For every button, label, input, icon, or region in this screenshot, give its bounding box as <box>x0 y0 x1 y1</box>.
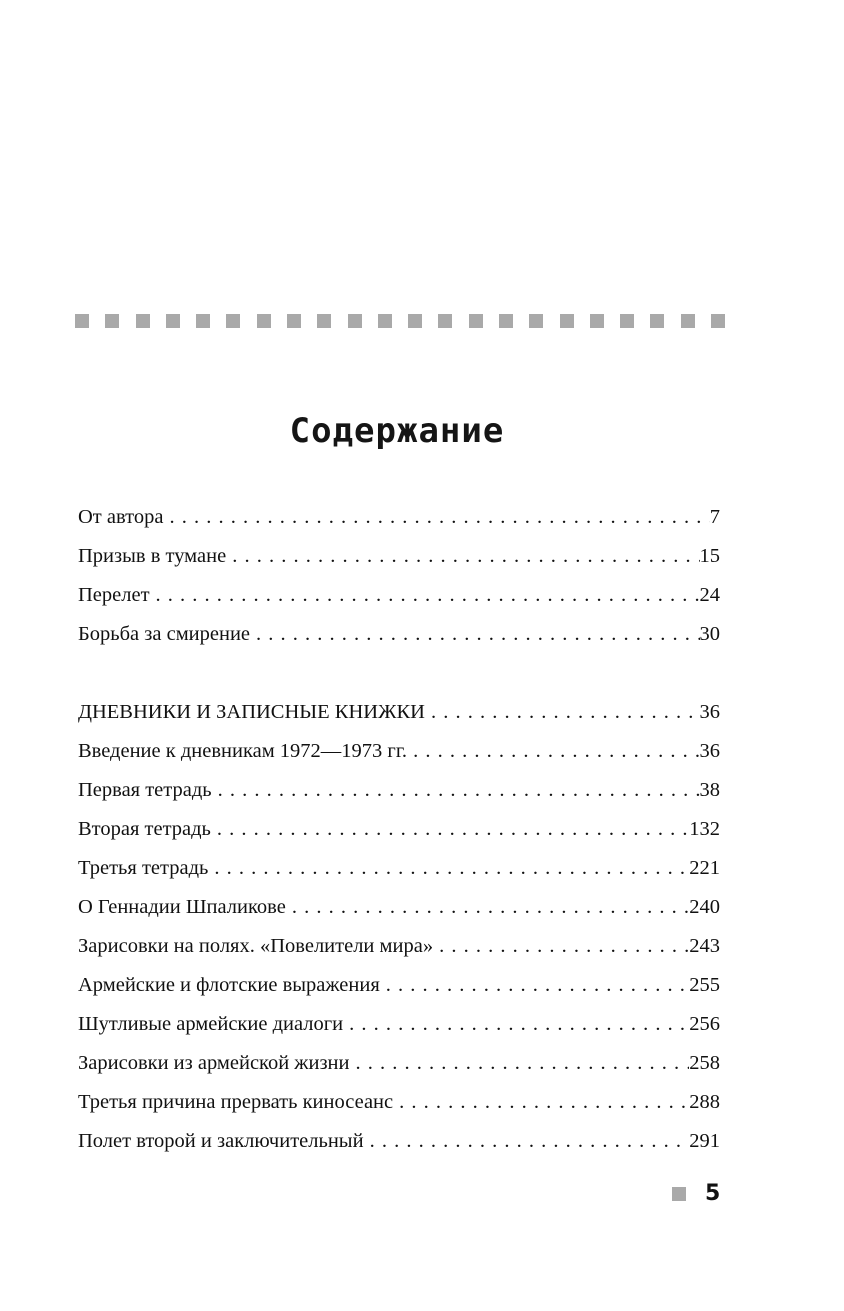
toc-entry-page: 291 <box>689 1130 720 1152</box>
toc-entry[interactable] <box>78 892 720 922</box>
toc-section-entry[interactable] <box>78 697 720 727</box>
toc-entry[interactable] <box>78 1009 720 1039</box>
toc-entry-title: Полет второй и заключительный <box>78 1130 364 1152</box>
toc-entry-title: Третья причина прервать киносеанс <box>78 1091 394 1113</box>
toc-entry-title: Борьба за смирение <box>78 623 251 645</box>
divider-square <box>590 314 604 328</box>
divider-square <box>529 314 543 328</box>
toc-entry-title: Первая тетрадь <box>78 779 212 801</box>
toc-entry-title: ДНЕВНИКИ И ЗАПИСНЫЕ КНИЖКИ <box>78 701 425 723</box>
dot-leader <box>217 814 689 844</box>
toc-entry-page: 288 <box>689 1091 720 1113</box>
toc-entry-page: 7 <box>709 506 720 528</box>
dot-leader <box>156 580 700 610</box>
page-title: Содержание <box>289 411 505 451</box>
dot-leader <box>413 736 699 766</box>
divider-square <box>317 314 331 328</box>
toc-entry-title: Зарисовки из армейской жизни <box>78 1052 350 1074</box>
toc-entry-title: Зарисовки на полях. «Повелители мира» <box>78 935 434 957</box>
divider-square <box>378 314 392 328</box>
divider-square <box>620 314 634 328</box>
footer-square-ornament <box>672 1187 686 1201</box>
divider-square <box>408 314 422 328</box>
toc-entry[interactable] <box>78 736 720 766</box>
divider-square <box>287 314 301 328</box>
dot-leader <box>214 853 689 883</box>
toc-entry[interactable] <box>78 931 720 961</box>
toc-entry-title: Шутливые армейские диалоги <box>78 1013 344 1035</box>
divider-square <box>75 314 89 328</box>
toc-entry[interactable] <box>78 580 720 610</box>
toc-entry-title: Перелет <box>78 584 150 606</box>
divider-square <box>257 314 271 328</box>
dot-leader <box>256 619 699 649</box>
toc-entry[interactable] <box>78 775 720 805</box>
toc-entry[interactable] <box>78 970 720 1000</box>
dot-leader <box>232 541 699 571</box>
toc-entry-page: 36 <box>699 740 720 762</box>
divider-square <box>650 314 664 328</box>
divider-square <box>711 314 725 328</box>
dot-leader <box>399 1087 689 1117</box>
divider-square <box>348 314 362 328</box>
toc-entry-page: 221 <box>689 857 720 879</box>
toc-entry[interactable] <box>78 541 720 571</box>
dot-leader <box>349 1009 689 1039</box>
dot-leader <box>370 1126 690 1156</box>
divider-square <box>469 314 483 328</box>
toc-entry[interactable] <box>78 502 720 532</box>
divider-square <box>105 314 119 328</box>
divider-square <box>136 314 150 328</box>
dot-leader <box>218 775 700 805</box>
toc-entry-page: 255 <box>689 974 720 996</box>
toc-entry-page: 256 <box>689 1013 720 1035</box>
divider-square <box>499 314 513 328</box>
dot-leader <box>356 1048 690 1078</box>
toc-entry[interactable] <box>78 1048 720 1078</box>
toc-entry-title: О Геннадии Шпаликове <box>78 896 286 918</box>
decorative-square-divider <box>75 314 725 328</box>
toc-entry[interactable] <box>78 1087 720 1117</box>
toc-entry[interactable] <box>78 1126 720 1156</box>
toc-entry-page: 38 <box>699 779 720 801</box>
dot-leader <box>292 892 689 922</box>
divider-square <box>560 314 574 328</box>
divider-square <box>226 314 240 328</box>
dot-leader <box>386 970 690 1000</box>
toc-entry-page: 258 <box>689 1052 720 1074</box>
toc-entry-title: Третья тетрадь <box>78 857 209 879</box>
toc-entry-title: Призыв в тумане <box>78 545 227 567</box>
toc-entry-page: 36 <box>699 701 720 723</box>
toc-entry-title: От автора <box>78 506 164 528</box>
toc-entry-page: 132 <box>689 818 720 840</box>
toc-entry-page: 30 <box>699 623 720 645</box>
dot-leader <box>439 931 689 961</box>
toc-entry[interactable] <box>78 853 720 883</box>
toc-entry-title: Введение к дневникам 1972—1973 гг. <box>78 740 408 762</box>
dot-leader <box>431 697 700 727</box>
dot-leader <box>169 502 709 532</box>
toc-entry-title: Армейские и флотские выражения <box>78 974 380 996</box>
divider-square <box>166 314 180 328</box>
divider-square <box>438 314 452 328</box>
toc-entry-page: 15 <box>699 545 720 567</box>
page-number: 5 <box>705 1181 721 1206</box>
toc-entry-page: 240 <box>689 896 720 918</box>
page-footer <box>672 1183 720 1205</box>
toc-entry-title: Вторая тетрадь <box>78 818 211 840</box>
toc-entry[interactable] <box>78 814 720 844</box>
divider-square <box>196 314 210 328</box>
toc-entry[interactable] <box>78 619 720 649</box>
toc-entry-page: 24 <box>699 584 720 606</box>
toc-entry-page: 243 <box>689 935 720 957</box>
divider-square <box>681 314 695 328</box>
